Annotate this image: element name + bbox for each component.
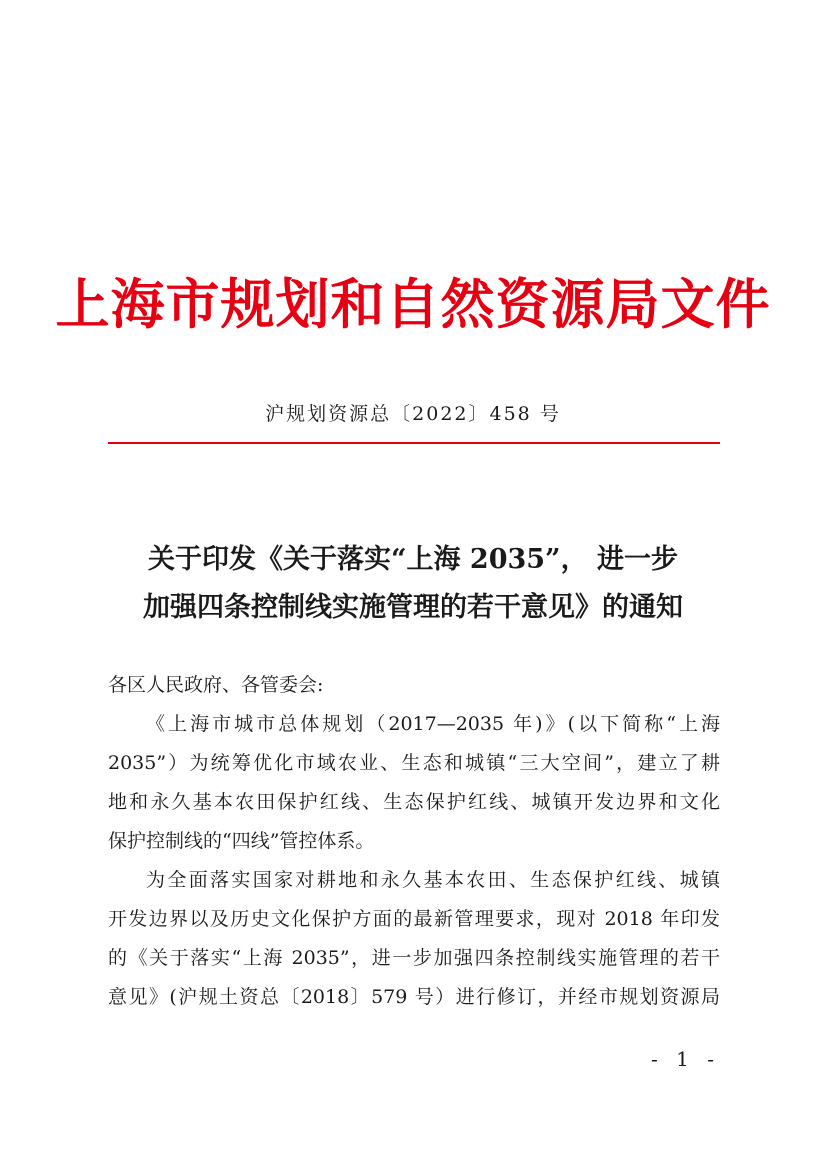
paragraph-line: 意见》(沪规土资总〔2018〕579 号）进行修订，并经市规划资源局	[108, 986, 720, 1008]
page-number: - 1 -	[651, 1047, 720, 1071]
notice-title-line: 加强四条控制线实施管理的若干意见》的通知	[143, 592, 683, 623]
document-number: 沪规划资源总〔2022〕458 号	[265, 403, 561, 425]
paragraph-line: 地和永久基本农田保护红线、生态保护红线、城镇开发边界和文化	[108, 791, 720, 813]
paragraph-line: 2035”）为统筹优化市域农业、生态和城镇“三大空间”，建立了耕	[108, 752, 720, 774]
salutation: 各区人民政府、各管委会:	[108, 674, 324, 696]
red-divider-line	[108, 442, 720, 444]
paragraph-line: 《上海市城市总体规划（2017—2035 年)》(以下简称“上海	[146, 713, 720, 735]
paragraph-line: 保护控制线的“四线”管控体系。	[108, 830, 375, 852]
paragraph-line: 为全面落实国家对耕地和永久基本农田、生态保护红线、城镇	[146, 869, 720, 891]
issuer-title: 上海市规划和自然资源局文件	[55, 272, 771, 336]
paragraph-line: 的《关于落实“上海 2035”，进一步加强四条控制线实施管理的若干	[108, 947, 720, 969]
notice-title	[90, 536, 736, 632]
paragraph-line: 开发边界以及历史文化保护方面的最新管理要求，现对 2018 年印发	[108, 908, 720, 930]
document-body	[108, 666, 720, 1017]
notice-title-line: 关于印发《关于落实“上海 2035”， 进一步	[147, 544, 678, 575]
